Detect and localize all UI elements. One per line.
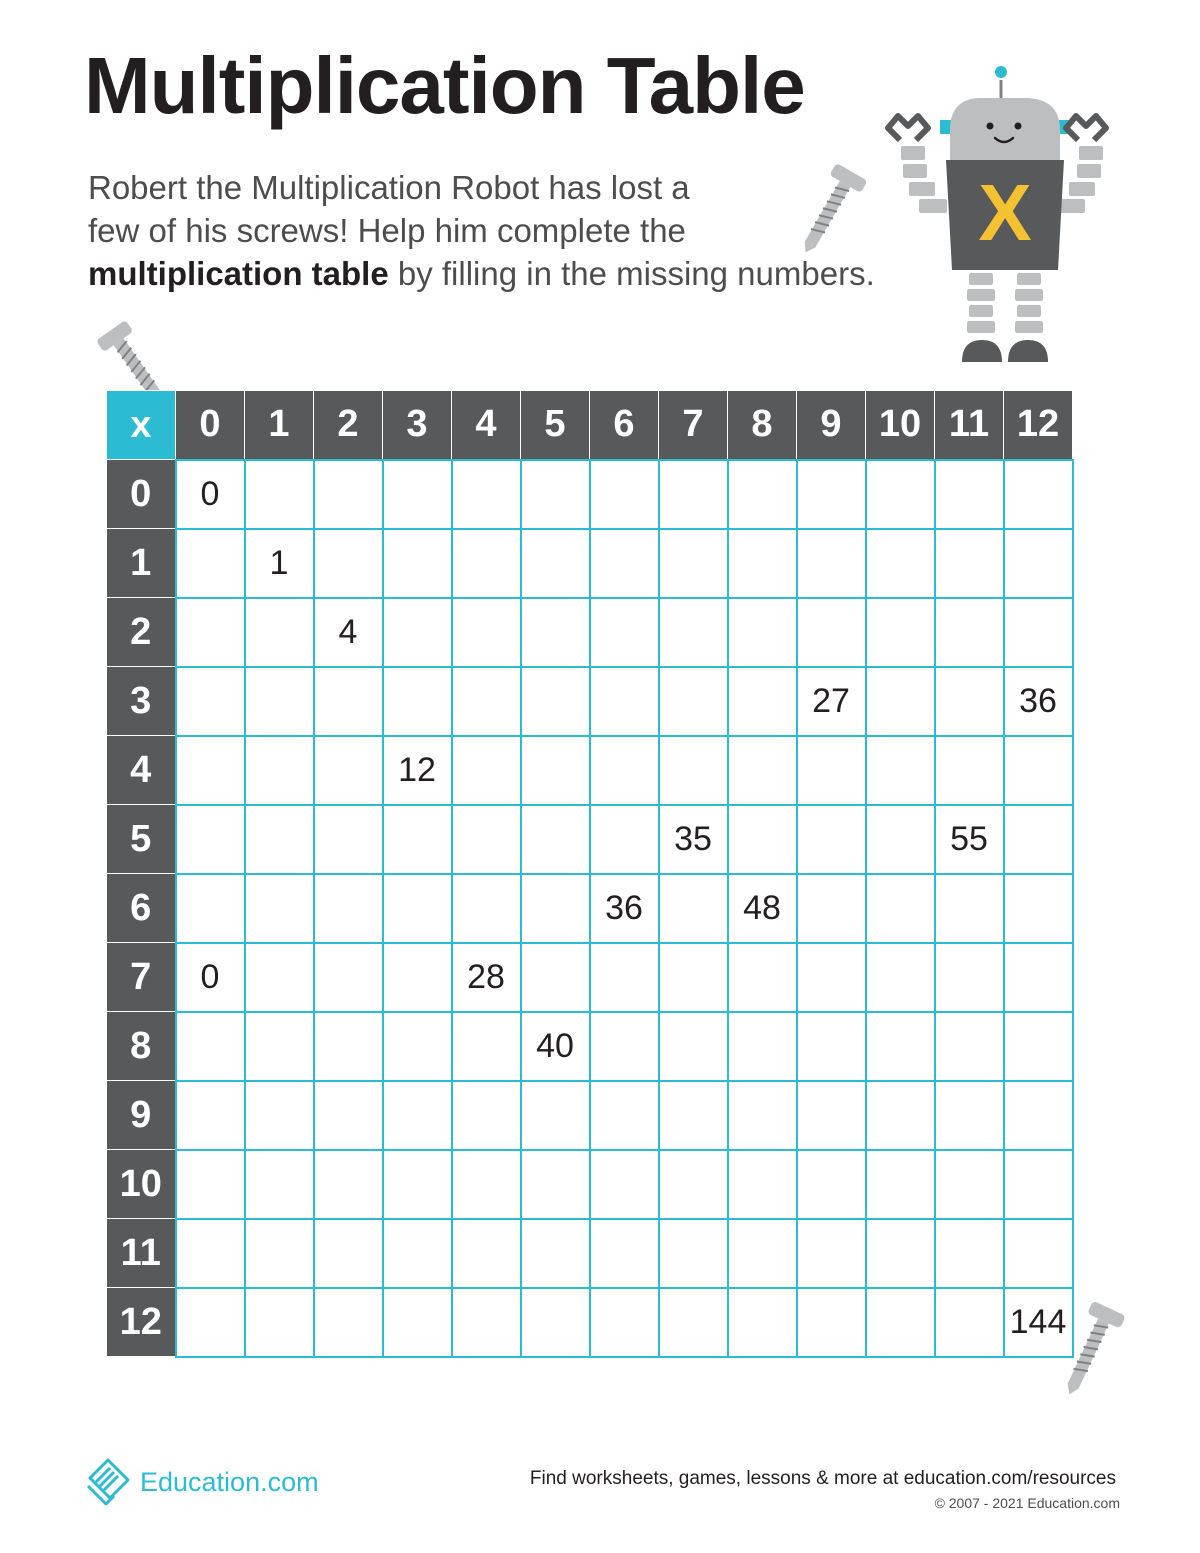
table-cell[interactable]: [866, 598, 935, 667]
footer-copyright: © 2007 - 2021 Education.com: [934, 1495, 1120, 1511]
column-header-8: 8: [728, 391, 797, 460]
table-cell[interactable]: [1004, 1150, 1073, 1219]
table-cell[interactable]: [176, 667, 245, 736]
table-cell[interactable]: [866, 736, 935, 805]
robot-chest-letter: X: [978, 168, 1032, 257]
column-header-9: 9: [797, 391, 866, 460]
table-cell[interactable]: [866, 1288, 935, 1357]
table-cell[interactable]: [383, 805, 452, 874]
table-cell[interactable]: [383, 460, 452, 529]
table-cell[interactable]: [590, 1219, 659, 1288]
table-cell[interactable]: [935, 460, 1004, 529]
table-cell[interactable]: [245, 1219, 314, 1288]
table-cell[interactable]: 0: [176, 943, 245, 1012]
table-cell[interactable]: [314, 805, 383, 874]
multiplication-table: [106, 390, 1074, 1358]
table-cell[interactable]: [383, 1288, 452, 1357]
table-cell[interactable]: [176, 805, 245, 874]
table-cell[interactable]: [728, 1288, 797, 1357]
table-row: [107, 598, 1073, 667]
row-header-6: 6: [107, 874, 176, 943]
table-cell[interactable]: [659, 874, 728, 943]
table-cell[interactable]: [314, 1150, 383, 1219]
row-header-11: 11: [107, 1219, 176, 1288]
table-cell[interactable]: [935, 874, 1004, 943]
table-cell[interactable]: [452, 736, 521, 805]
column-header-10: 10: [866, 391, 935, 460]
education-logo-icon: [82, 1456, 134, 1508]
table-cell[interactable]: [176, 598, 245, 667]
table-cell[interactable]: [728, 1150, 797, 1219]
table-cell[interactable]: [866, 1012, 935, 1081]
table-cell[interactable]: [245, 736, 314, 805]
table-cell[interactable]: [314, 1012, 383, 1081]
table-cell[interactable]: [314, 736, 383, 805]
table-cell[interactable]: [1004, 874, 1073, 943]
table-cell[interactable]: [935, 943, 1004, 1012]
table-cell[interactable]: [1004, 598, 1073, 667]
row-header-7: 7: [107, 943, 176, 1012]
table-cell[interactable]: [521, 1219, 590, 1288]
table-cell[interactable]: [728, 667, 797, 736]
table-cell[interactable]: [659, 1081, 728, 1150]
table-cell[interactable]: [314, 1081, 383, 1150]
table-cell[interactable]: [521, 598, 590, 667]
table-cell[interactable]: [245, 1012, 314, 1081]
table-cell[interactable]: [797, 1081, 866, 1150]
brand-logo[interactable]: [82, 1456, 319, 1508]
table-cell[interactable]: [176, 529, 245, 598]
table-cell[interactable]: [728, 529, 797, 598]
row-header-8: 8: [107, 1012, 176, 1081]
robot-illustration: [878, 60, 1148, 370]
table-cell[interactable]: 36: [590, 874, 659, 943]
table-cell[interactable]: [1004, 943, 1073, 1012]
table-cell[interactable]: [452, 667, 521, 736]
table-cell[interactable]: [728, 805, 797, 874]
intro-line-1: Robert the Multiplication Robot has lost a: [88, 169, 690, 206]
table-cell[interactable]: [521, 1081, 590, 1150]
column-header-2: 2: [314, 391, 383, 460]
table-cell[interactable]: [383, 874, 452, 943]
table-cell[interactable]: [590, 943, 659, 1012]
row-header-5: 5: [107, 805, 176, 874]
table-cell[interactable]: [521, 1288, 590, 1357]
table-cell[interactable]: [866, 667, 935, 736]
table-cell[interactable]: [797, 1288, 866, 1357]
page-title: Multiplication Table: [84, 41, 805, 130]
table-row: [107, 529, 1073, 598]
table-cell[interactable]: [797, 529, 866, 598]
table-cell[interactable]: [935, 1219, 1004, 1288]
table-cell[interactable]: [452, 1150, 521, 1219]
table-cell[interactable]: [728, 1012, 797, 1081]
table-row: [107, 1150, 1073, 1219]
table-cell[interactable]: [935, 1012, 1004, 1081]
table-cell[interactable]: [176, 1081, 245, 1150]
table-cell[interactable]: [659, 736, 728, 805]
table-cell[interactable]: [1004, 1012, 1073, 1081]
column-header-5: 5: [521, 391, 590, 460]
table-cell[interactable]: [521, 667, 590, 736]
table-row: [107, 1288, 1073, 1357]
table-cell[interactable]: [314, 943, 383, 1012]
table-cell[interactable]: [866, 943, 935, 1012]
column-header-3: 3: [383, 391, 452, 460]
table-cell[interactable]: [728, 1081, 797, 1150]
table-cell[interactable]: [797, 598, 866, 667]
column-header-1: 1: [245, 391, 314, 460]
table-cell[interactable]: [452, 1288, 521, 1357]
table-cell[interactable]: [935, 529, 1004, 598]
table-cell[interactable]: [1004, 1081, 1073, 1150]
table-cell[interactable]: 36: [1004, 667, 1073, 736]
table-cell[interactable]: [521, 736, 590, 805]
table-cell[interactable]: [659, 1219, 728, 1288]
table-cell[interactable]: [521, 943, 590, 1012]
table-cell[interactable]: [797, 1012, 866, 1081]
table-cell[interactable]: [383, 1012, 452, 1081]
header-row: [107, 391, 1073, 460]
table-cell[interactable]: [866, 1150, 935, 1219]
intro-line-2: few of his screws! Help him complete the: [88, 212, 686, 249]
table-cell[interactable]: 27: [797, 667, 866, 736]
table-cell[interactable]: [383, 1081, 452, 1150]
table-cell[interactable]: [590, 460, 659, 529]
table-cell[interactable]: [383, 1150, 452, 1219]
column-header-11: 11: [935, 391, 1004, 460]
table-row: [107, 1219, 1073, 1288]
table-cell[interactable]: [797, 1150, 866, 1219]
row-header-3: 3: [107, 667, 176, 736]
table-cell[interactable]: [383, 598, 452, 667]
table-cell[interactable]: [383, 667, 452, 736]
table-cell[interactable]: [245, 1150, 314, 1219]
table-cell[interactable]: [176, 1012, 245, 1081]
table-cell[interactable]: [383, 943, 452, 1012]
table-cell[interactable]: [452, 529, 521, 598]
table-cell[interactable]: [245, 598, 314, 667]
table-cell[interactable]: [935, 667, 1004, 736]
table-cell[interactable]: [659, 460, 728, 529]
table-cell[interactable]: [590, 667, 659, 736]
intro-line-3-rest: by filling in the missing numbers.: [388, 255, 875, 292]
table-cell[interactable]: [659, 529, 728, 598]
screw-icon: [790, 160, 870, 260]
table-cell[interactable]: [935, 1081, 1004, 1150]
column-header-7: 7: [659, 391, 728, 460]
table-cell[interactable]: [659, 1012, 728, 1081]
table-body: [107, 460, 1073, 1357]
table-cell[interactable]: 35: [659, 805, 728, 874]
table-cell[interactable]: [452, 460, 521, 529]
row-header-1: 1: [107, 529, 176, 598]
table-cell[interactable]: [314, 460, 383, 529]
table-cell[interactable]: [728, 736, 797, 805]
table-cell[interactable]: [245, 874, 314, 943]
table-cell[interactable]: [1004, 529, 1073, 598]
table-cell[interactable]: [1004, 736, 1073, 805]
table-cell[interactable]: [245, 805, 314, 874]
table-cell[interactable]: [797, 943, 866, 1012]
table-row: [107, 943, 1073, 1012]
table-cell[interactable]: [935, 736, 1004, 805]
table-cell[interactable]: [245, 1081, 314, 1150]
table-cell[interactable]: [866, 1081, 935, 1150]
table-cell[interactable]: [590, 736, 659, 805]
row-header-0: 0: [107, 460, 176, 529]
table-cell[interactable]: 4: [314, 598, 383, 667]
brand-name: Education.com: [140, 1466, 319, 1497]
table-cell[interactable]: [452, 805, 521, 874]
table-cell[interactable]: [314, 874, 383, 943]
table-row: [107, 805, 1073, 874]
table-cell[interactable]: 0: [176, 460, 245, 529]
table-cell[interactable]: [866, 529, 935, 598]
table-cell[interactable]: 40: [521, 1012, 590, 1081]
table-cell[interactable]: [314, 1288, 383, 1357]
table-cell[interactable]: [728, 1219, 797, 1288]
table-cell[interactable]: [452, 1012, 521, 1081]
table-cell[interactable]: [1004, 1219, 1073, 1288]
table-cell[interactable]: 28: [452, 943, 521, 1012]
table-cell[interactable]: 48: [728, 874, 797, 943]
column-header-6: 6: [590, 391, 659, 460]
column-header-12: 12: [1004, 391, 1073, 460]
table-cell[interactable]: [521, 460, 590, 529]
table-cell[interactable]: [590, 805, 659, 874]
column-header-4: 4: [452, 391, 521, 460]
table-cell[interactable]: [245, 1288, 314, 1357]
table-cell[interactable]: [659, 667, 728, 736]
table-cell[interactable]: [521, 874, 590, 943]
table-cell[interactable]: [866, 805, 935, 874]
table-cell[interactable]: [521, 529, 590, 598]
table-cell[interactable]: [176, 1219, 245, 1288]
table-cell[interactable]: [590, 598, 659, 667]
table-cell[interactable]: [866, 1219, 935, 1288]
table-cell[interactable]: [383, 529, 452, 598]
table-row: [107, 667, 1073, 736]
table-cell[interactable]: [797, 460, 866, 529]
table-cell[interactable]: 1: [245, 529, 314, 598]
table-cell[interactable]: [314, 667, 383, 736]
table-cell[interactable]: [797, 1219, 866, 1288]
table-cell[interactable]: [452, 1219, 521, 1288]
table-cell[interactable]: [521, 805, 590, 874]
table-cell[interactable]: [866, 874, 935, 943]
row-header-10: 10: [107, 1150, 176, 1219]
table-cell[interactable]: [245, 460, 314, 529]
table-cell[interactable]: [452, 598, 521, 667]
table-row: [107, 1081, 1073, 1150]
table-cell[interactable]: [452, 874, 521, 943]
table-cell[interactable]: [176, 1150, 245, 1219]
table-cell[interactable]: [176, 874, 245, 943]
table-cell[interactable]: [797, 736, 866, 805]
table-cell[interactable]: 55: [935, 805, 1004, 874]
table-cell[interactable]: [521, 1150, 590, 1219]
table-cell[interactable]: [590, 1150, 659, 1219]
table-cell[interactable]: [659, 598, 728, 667]
table-cell[interactable]: [935, 598, 1004, 667]
intro-bold: multiplication table: [88, 255, 389, 292]
corner-cell: x: [107, 391, 176, 460]
table-cell[interactable]: [590, 1288, 659, 1357]
table-cell[interactable]: [590, 1081, 659, 1150]
table-row: [107, 1012, 1073, 1081]
table-cell[interactable]: [314, 529, 383, 598]
row-header-12: 12: [107, 1288, 176, 1357]
table-row: [107, 736, 1073, 805]
row-header-4: 4: [107, 736, 176, 805]
table-cell[interactable]: [797, 805, 866, 874]
footer-resources-link[interactable]: Find worksheets, games, lessons & more at education.com/resources: [529, 1468, 1116, 1489]
table-cell[interactable]: [590, 529, 659, 598]
table-cell[interactable]: [245, 667, 314, 736]
table-cell[interactable]: [935, 1288, 1004, 1357]
table-row: [107, 460, 1073, 529]
table-row: [107, 874, 1073, 943]
row-header-9: 9: [107, 1081, 176, 1150]
table-cell[interactable]: [176, 736, 245, 805]
table-cell[interactable]: [797, 874, 866, 943]
table-cell[interactable]: 12: [383, 736, 452, 805]
table-cell[interactable]: [659, 1288, 728, 1357]
table-cell[interactable]: [176, 1288, 245, 1357]
table-cell[interactable]: [659, 943, 728, 1012]
table-cell[interactable]: [383, 1219, 452, 1288]
row-header-2: 2: [107, 598, 176, 667]
table-cell[interactable]: [590, 1012, 659, 1081]
table-cell[interactable]: [452, 1081, 521, 1150]
table-cell[interactable]: [728, 943, 797, 1012]
table-cell[interactable]: [1004, 805, 1073, 874]
table-cell[interactable]: [935, 1150, 1004, 1219]
table-cell[interactable]: [245, 943, 314, 1012]
table-cell[interactable]: [728, 598, 797, 667]
column-header-0: 0: [176, 391, 245, 460]
table-cell[interactable]: [728, 460, 797, 529]
table-cell[interactable]: [1004, 460, 1073, 529]
table-cell[interactable]: 144: [1004, 1288, 1073, 1357]
table-cell[interactable]: [866, 460, 935, 529]
table-cell[interactable]: [659, 1150, 728, 1219]
table-cell[interactable]: [314, 1219, 383, 1288]
